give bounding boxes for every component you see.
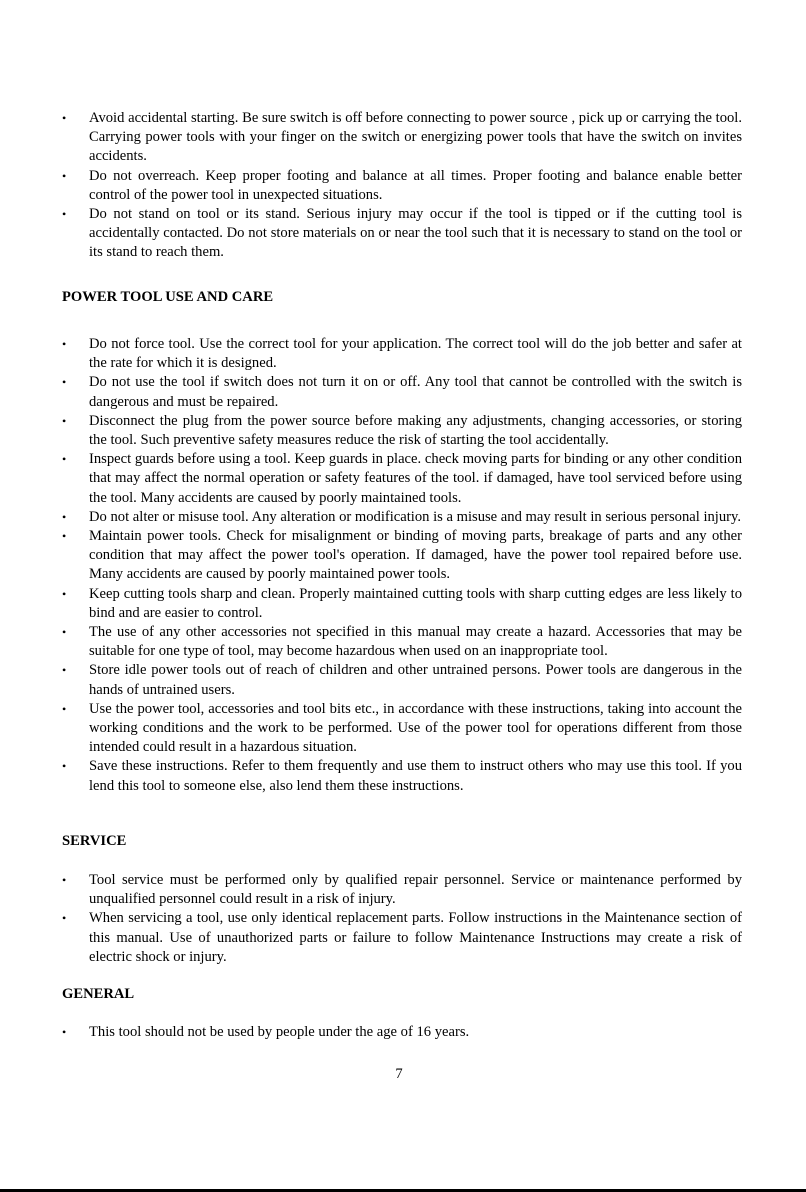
bullet-icon: •: [62, 207, 67, 222]
list-item-text: Do not use the tool if switch does not turn it on or off. Any tool that cannot be controlled with the switch is dangerous and must be repaired.: [89, 374, 742, 410]
list-item-text: Keep cutting tools sharp and clean. Properly maintained cutting tools with sharp cutting edges are less likely to bind and are easier to control.: [89, 585, 742, 621]
section-heading-power-tool-use: POWER TOOL USE AND CARE: [62, 289, 274, 305]
list-item: [62, 661, 742, 699]
bullet-icon: •: [62, 413, 67, 428]
bullet-icon: •: [62, 625, 67, 640]
bullet-icon: •: [62, 759, 67, 774]
bullet-icon: •: [62, 663, 67, 678]
bullet-icon: •: [62, 452, 67, 467]
list-item-text: Store idle power tools out of reach of children and other untrained persons. Power tools are dangerous in the hands of untrained users.: [89, 662, 742, 698]
list-item: [62, 700, 742, 758]
list-item: [62, 109, 742, 167]
list-item-text: Tool service must be performed only by qualified repair personnel. Service or maintenance performed by unqualified personnel could result in a risk of injury.: [89, 872, 742, 908]
bullet-icon: •: [62, 586, 67, 601]
list-item-text: Disconnect the plug from the power source before making any adjustments, changing accessories, or storing the tool. Such preventive safety measures reduce the risk of starting the tool accidentally.: [89, 412, 742, 449]
list-item: [62, 909, 742, 967]
bullet-list-service: [62, 871, 742, 967]
bullet-icon: •: [62, 529, 67, 544]
list-item: [62, 757, 742, 795]
bullet-icon: •: [62, 111, 67, 125]
bullet-icon: •: [62, 168, 67, 183]
bullet-list-general: [62, 1023, 742, 1042]
list-item: [62, 1023, 742, 1042]
bullet-list-top: [62, 109, 742, 263]
bullet-icon: •: [62, 509, 67, 524]
list-item: [62, 450, 742, 508]
section-heading-general: GENERAL: [62, 986, 135, 1002]
bullet-list-power-tool-use: [62, 335, 742, 796]
bullet-icon: •: [62, 375, 67, 390]
list-item-text: Do not force tool. Use the correct tool for your application. The correct tool will do the job better and safer at the rate for which it is designed.: [89, 336, 742, 372]
list-item: [62, 373, 742, 411]
list-item: [62, 623, 742, 661]
list-item-text: The use of any other accessories not specified in this manual may create a hazard. Accessories that may be suitable for one type of tool, may become hazardous when used on an inappropriate tool.: [89, 624, 742, 660]
list-item-text: Save these instructions. Refer to them frequently and use them to instruct others who may use this tool. If you lend this tool to someone else, also lend them these instructions.: [89, 758, 742, 794]
list-item: [62, 585, 742, 623]
list-item: [62, 335, 742, 373]
list-item-text: Do not overreach. Keep proper footing and balance at all times. Proper footing and balance enable better control of the power tool in unexpected situations.: [89, 167, 742, 203]
list-item-text: Maintain power tools. Check for misalignment or binding of moving parts, breakage of parts and any other condition that may affect the power tool's operation. If damaged, have the power tool repaired before use. Many accidents are caused by poorly maintained power tools.: [89, 528, 742, 583]
list-item: [62, 167, 742, 205]
list-item: [62, 508, 742, 527]
bullet-icon: •: [62, 337, 67, 351]
list-item-text: Inspect guards before using a tool. Keep guards in place. check moving parts for binding or any other condition that may affect the normal operation or safety features of the tool. if damaged, have tool serviced before using the tool. Many accidents are caused by poorly maintained tools.: [89, 451, 742, 506]
bullet-icon: •: [62, 1025, 67, 1039]
list-item-text: When servicing a tool, use only identical replacement parts. Follow instructions in the Maintenance section of this manual. Use of unauthorized parts or failure to follow Maintenance Instructions may create a risk of electric shock or injury.: [89, 910, 742, 965]
list-item-text: Use the power tool, accessories and tool bits etc., in accordance with these instructions, taking into account the working conditions and the work to be performed. Use of the power tool for operations different from those intended could result in a hazardous situation.: [89, 700, 742, 756]
bullet-icon: •: [62, 873, 67, 887]
section-heading-service: SERVICE: [62, 833, 127, 849]
list-item: [62, 412, 742, 450]
list-item-text: Do not stand on tool or its stand. Serious injury may occur if the tool is tipped or if the cutting tool is accidentally contacted. Do not store materials on or near the tool such that it is necessary to stand on the tool or its stand to reach them.: [89, 206, 742, 261]
list-item: [62, 871, 742, 909]
list-item-text: Avoid accidental starting. Be sure switch is off before connecting to power source , pick up or carrying the tool. Carrying power tools with your finger on the switch or energizing power tools that have the switch on invites accidents.: [89, 110, 742, 165]
list-item-text: This tool should not be used by people under the age of 16 years.: [89, 1024, 470, 1040]
bullet-icon: •: [62, 911, 67, 926]
list-item: [62, 527, 742, 585]
page-number: 7: [395, 1066, 403, 1082]
list-item: [62, 205, 742, 263]
list-item-text: Do not alter or misuse tool. Any alteration or modification is a misuse and may result in serious personal injury.: [89, 508, 742, 525]
bullet-icon: •: [62, 701, 67, 716]
